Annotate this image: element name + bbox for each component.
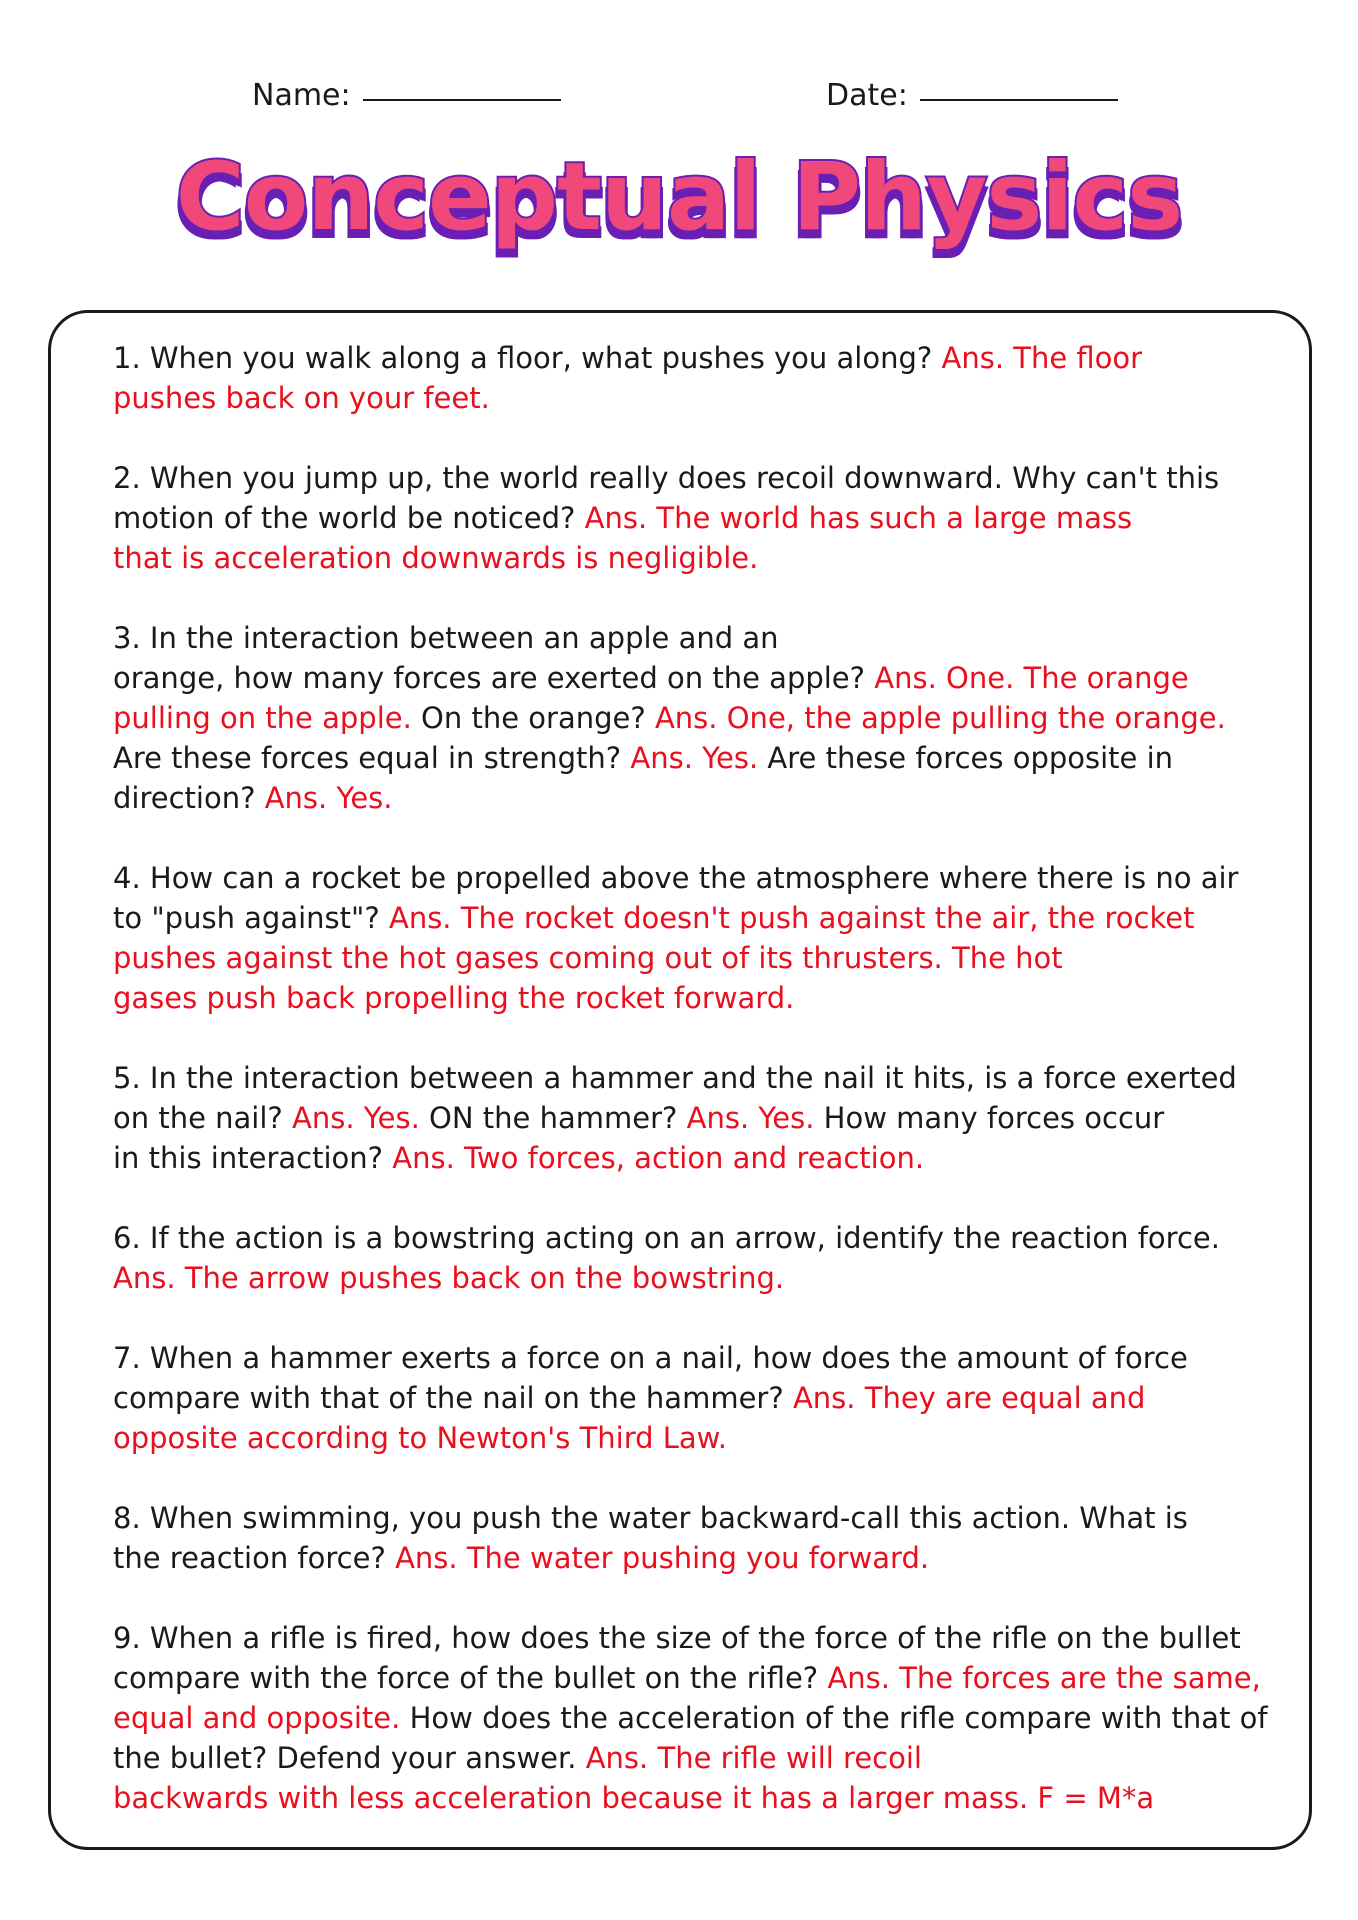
- question-item: [113, 338, 1273, 418]
- question-item: [113, 618, 1273, 818]
- header-fields: [0, 78, 1358, 128]
- answer-text: Ans. The forces are the same,: [827, 1661, 1261, 1695]
- question-text: 9. When a rifle is fired, how does the size of the force of the rifle on the bullet: [113, 1621, 1241, 1655]
- date-blank-line[interactable]: [920, 98, 1118, 101]
- question-text: Are these forces equal in strength?: [113, 741, 631, 775]
- question-text: 8. When swimming, you push the water backward-call this action. What is: [113, 1501, 1188, 1535]
- answer-text: equal and opposite.: [113, 1701, 401, 1735]
- question-text: ON the hammer?: [419, 1101, 687, 1135]
- answer-text: pushes against the hot gases coming out of its thrusters. The hot: [113, 941, 1063, 975]
- question-text: 3. In the interaction between an apple and an: [113, 621, 779, 655]
- question-text: Are these forces opposite in: [758, 741, 1174, 775]
- question-item: [113, 1618, 1273, 1818]
- answer-text: gases push back propelling the rocket forward.: [113, 981, 795, 1015]
- question-item: [113, 858, 1273, 1018]
- question-text: the bullet? Defend your answer.: [113, 1741, 586, 1775]
- answer-text: Ans. Yes.: [686, 1101, 815, 1135]
- answer-text: Ans. The rocket doesn't push against the air, the rocket: [388, 901, 1195, 935]
- question-text: 6. If the action is a bowstring acting on an arrow, identify the reaction force.: [113, 1221, 1220, 1255]
- answer-text: Ans. Yes.: [630, 741, 759, 775]
- answer-text: opposite according to Newton's Third Law.: [113, 1421, 727, 1455]
- question-item: [113, 458, 1273, 578]
- answer-text: Ans. Yes.: [292, 1101, 420, 1135]
- question-text: compare with the force of the bullet on the rifle?: [113, 1661, 828, 1695]
- answer-text: Ans. The floor: [941, 341, 1143, 375]
- answer-text: that is acceleration downwards is negligible.: [113, 541, 759, 575]
- question-text: on the nail?: [113, 1101, 293, 1135]
- question-item: [113, 1058, 1273, 1178]
- question-text: to "push against"?: [113, 901, 389, 935]
- answer-text: Ans. One. The orange: [874, 661, 1189, 695]
- answer-text: Ans. They are equal and: [792, 1381, 1146, 1415]
- question-item: [113, 1338, 1273, 1458]
- question-text: orange, how many forces are exerted on the apple?: [113, 661, 875, 695]
- question-text: compare with that of the nail on the hammer?: [113, 1381, 793, 1415]
- name-label: Name:: [252, 78, 351, 113]
- answer-text: Ans. Two forces, action and reaction.: [392, 1141, 925, 1175]
- answer-text: Ans. The world has such a large mass: [584, 501, 1133, 535]
- question-text: the reaction force?: [113, 1541, 396, 1575]
- answer-text: pulling on the apple.: [113, 701, 412, 735]
- answer-text: pushes back on your feet.: [113, 381, 490, 415]
- question-text: motion of the world be noticed?: [113, 501, 585, 535]
- question-text: How many forces occur: [814, 1101, 1165, 1135]
- question-text: How does the acceleration of the rifle compare with that of: [400, 1701, 1268, 1735]
- name-field[interactable]: [252, 78, 561, 113]
- date-label: Date:: [826, 78, 908, 113]
- answer-text: Ans. Yes.: [264, 781, 393, 815]
- name-blank-line[interactable]: [363, 98, 561, 101]
- date-field[interactable]: [826, 78, 1118, 113]
- answer-text: Ans. The rifle will recoil: [585, 1741, 922, 1775]
- question-text: On the orange?: [411, 701, 655, 735]
- answer-text: Ans. The arrow pushes back on the bowstring.: [113, 1261, 785, 1295]
- title-wrap: [0, 142, 1358, 272]
- page-title: Conceptual Physics: [175, 143, 1183, 252]
- question-text: direction?: [113, 781, 265, 815]
- question-text: 5. In the interaction between a hammer and the nail it hits, is a force exerted: [113, 1061, 1237, 1095]
- answer-text: Ans. One, the apple pulling the orange.: [654, 701, 1226, 735]
- answer-text: backwards with less acceleration because it has a larger mass. F = M*a: [113, 1781, 1155, 1815]
- answer-text: Ans. The water pushing you forward.: [395, 1541, 930, 1575]
- question-text: 2. When you jump up, the world really does recoil downward. Why can't this: [113, 461, 1220, 495]
- question-list: [113, 338, 1273, 1858]
- question-item: [113, 1218, 1273, 1298]
- question-text: 7. When a hammer exerts a force on a nail, how does the amount of force: [113, 1341, 1188, 1375]
- question-text: 4. How can a rocket be propelled above the atmosphere where there is no air: [113, 861, 1239, 895]
- question-item: [113, 1498, 1273, 1578]
- question-text: in this interaction?: [113, 1141, 393, 1175]
- question-text: 1. When you walk along a floor, what pushes you along?: [113, 341, 942, 375]
